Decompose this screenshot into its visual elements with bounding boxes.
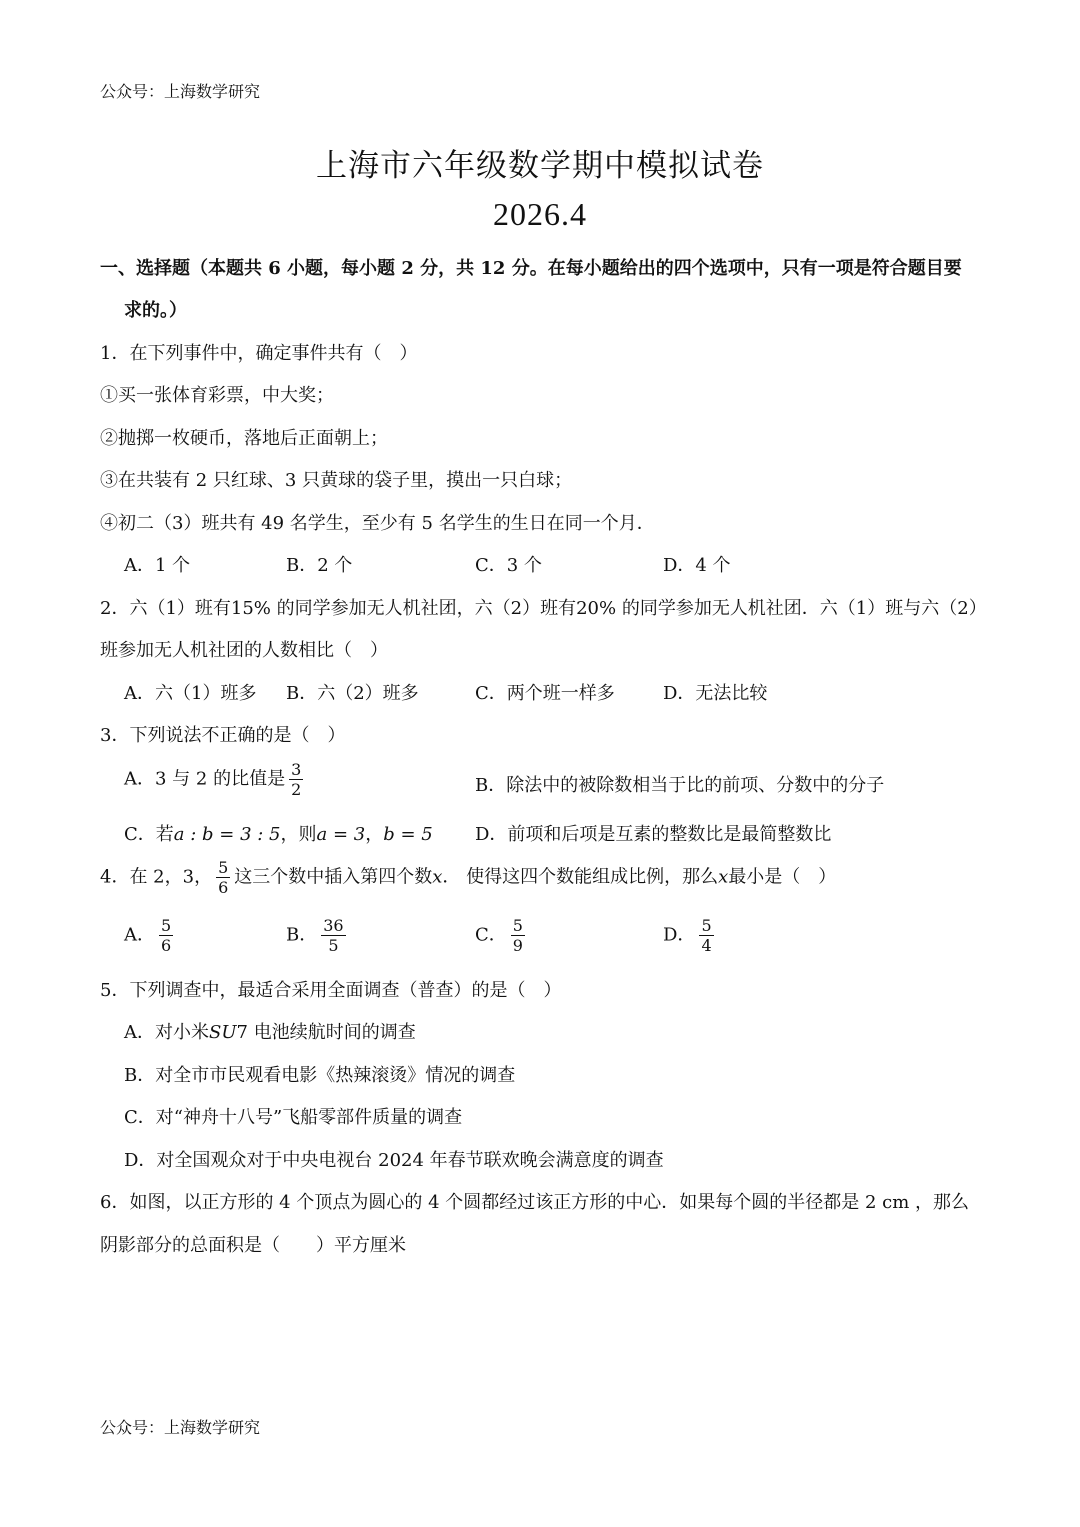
fraction: $\frac{5}{6}$	[218, 858, 229, 897]
q5-option-a: A．对小米SU7 电池续航时间的调查	[124, 1022, 416, 1043]
q3-option-d: D．前项和后项是互素的整数比是最简整数比	[475, 824, 832, 845]
q2-option-b: B．六（2）班多	[286, 683, 419, 704]
q1-event-1: ①买一张体育彩票，中大奖；	[100, 385, 334, 406]
q3-option-a-text: A．3 与 2 的比值是	[124, 768, 286, 790]
ratio-expression: a : b = 3 : 5	[173, 824, 281, 845]
section-heading-cont: 求的。）	[124, 300, 187, 321]
q4-stem: 4．在 2，3， $\frac{5}{6}$ 这三个数中插入第四个数x． 使得这四个数能组成比例，那么x最小是（ ）	[100, 858, 837, 897]
q6-stem-line1: 6．如图，以正方形的 4 个顶点为圆心的 4 个圆都经过该正方形的中心．如果每个圆的半径都是 2 cm ，那么	[100, 1192, 970, 1213]
section-heading: 一、选择题（本题共 6 小题，每小题 2 分，共 12 分。在每小题给出的四个选项中，只有一项是符合题目要	[100, 258, 962, 279]
q5-option-b: B．对全市市民观看电影《热辣滚烫》情况的调查	[124, 1065, 516, 1086]
q1-option-d: D．4 个	[663, 555, 731, 576]
q5-option-c: C．对“神舟十八号”飞船零部件质量的调查	[124, 1107, 463, 1128]
fraction: $\frac{3}{2}$	[291, 760, 302, 799]
q1-option-c: C．3 个	[475, 555, 542, 576]
q2-option-c: C．两个班一样多	[475, 683, 615, 704]
q1-event-2: ②抛掷一枚硬币，落地后正面朝上；	[100, 428, 388, 449]
q2-stem-line1: 2．六（1）班有15% 的同学参加无人机社团，六（2）班有20% 的同学参加无人机社团．六（1）班与六（2）	[100, 598, 987, 619]
q5-stem: 5．下列调查中，最适合采用全面调查（普查）的是（ ）	[100, 980, 562, 1001]
q1-stem: 1．在下列事件中，确定事件共有（ ）	[100, 343, 418, 364]
q4-option-b: B． $\frac{36}{5}$	[286, 916, 344, 955]
q3-stem: 3．下列说法不正确的是（ ）	[100, 725, 346, 746]
q3-option-c: C．若a : b = 3 : 5，则a = 3，b = 5	[124, 824, 433, 845]
q4-option-c: C． $\frac{5}{9}$	[475, 916, 523, 955]
q2-stem-line2: 班参加无人机社团的人数相比（ ）	[100, 640, 388, 661]
q1-event-3: ③在共装有 2 只红球、3 只黄球的袋子里，摸出一只白球；	[100, 470, 573, 491]
q1-option-b: B．2 个	[286, 555, 353, 576]
q1-option-a: A．1 个	[124, 555, 191, 576]
header-note: 公众号：上海数学研究	[100, 82, 261, 101]
q4-option-a: A． $\frac{5}{6}$	[124, 916, 172, 955]
fraction: $\frac{5}{9}$	[512, 916, 523, 955]
exam-title: 上海市六年级数学期中模拟试卷	[316, 148, 764, 184]
q2-option-d: D．无法比较	[663, 683, 768, 704]
fraction: $\frac{36}{5}$	[323, 916, 344, 955]
q1-event-4: ④初二（3）班共有 49 名学生，至少有 5 名学生的生日在同一个月．	[100, 513, 655, 534]
q3-option-a	[124, 760, 307, 799]
q3-option-b: B．除法中的被除数相当于比的前项、分数中的分子	[475, 775, 885, 796]
exam-date: 2026.4	[493, 196, 587, 232]
q2-option-a: A．六（1）班多	[124, 683, 257, 704]
fraction: $\frac{5}{4}$	[701, 916, 712, 955]
q5-option-d: D．对全国观众对于中央电视台 2024 年春节联欢晚会满意度的调查	[124, 1150, 664, 1171]
q6-stem-line2: 阴影部分的总面积是（ ）平方厘米	[100, 1235, 406, 1256]
q4-option-d: D． $\frac{5}{4}$	[663, 916, 712, 955]
fraction: $\frac{5}{6}$	[161, 916, 172, 955]
footer-note: 公众号：上海数学研究	[100, 1418, 261, 1437]
